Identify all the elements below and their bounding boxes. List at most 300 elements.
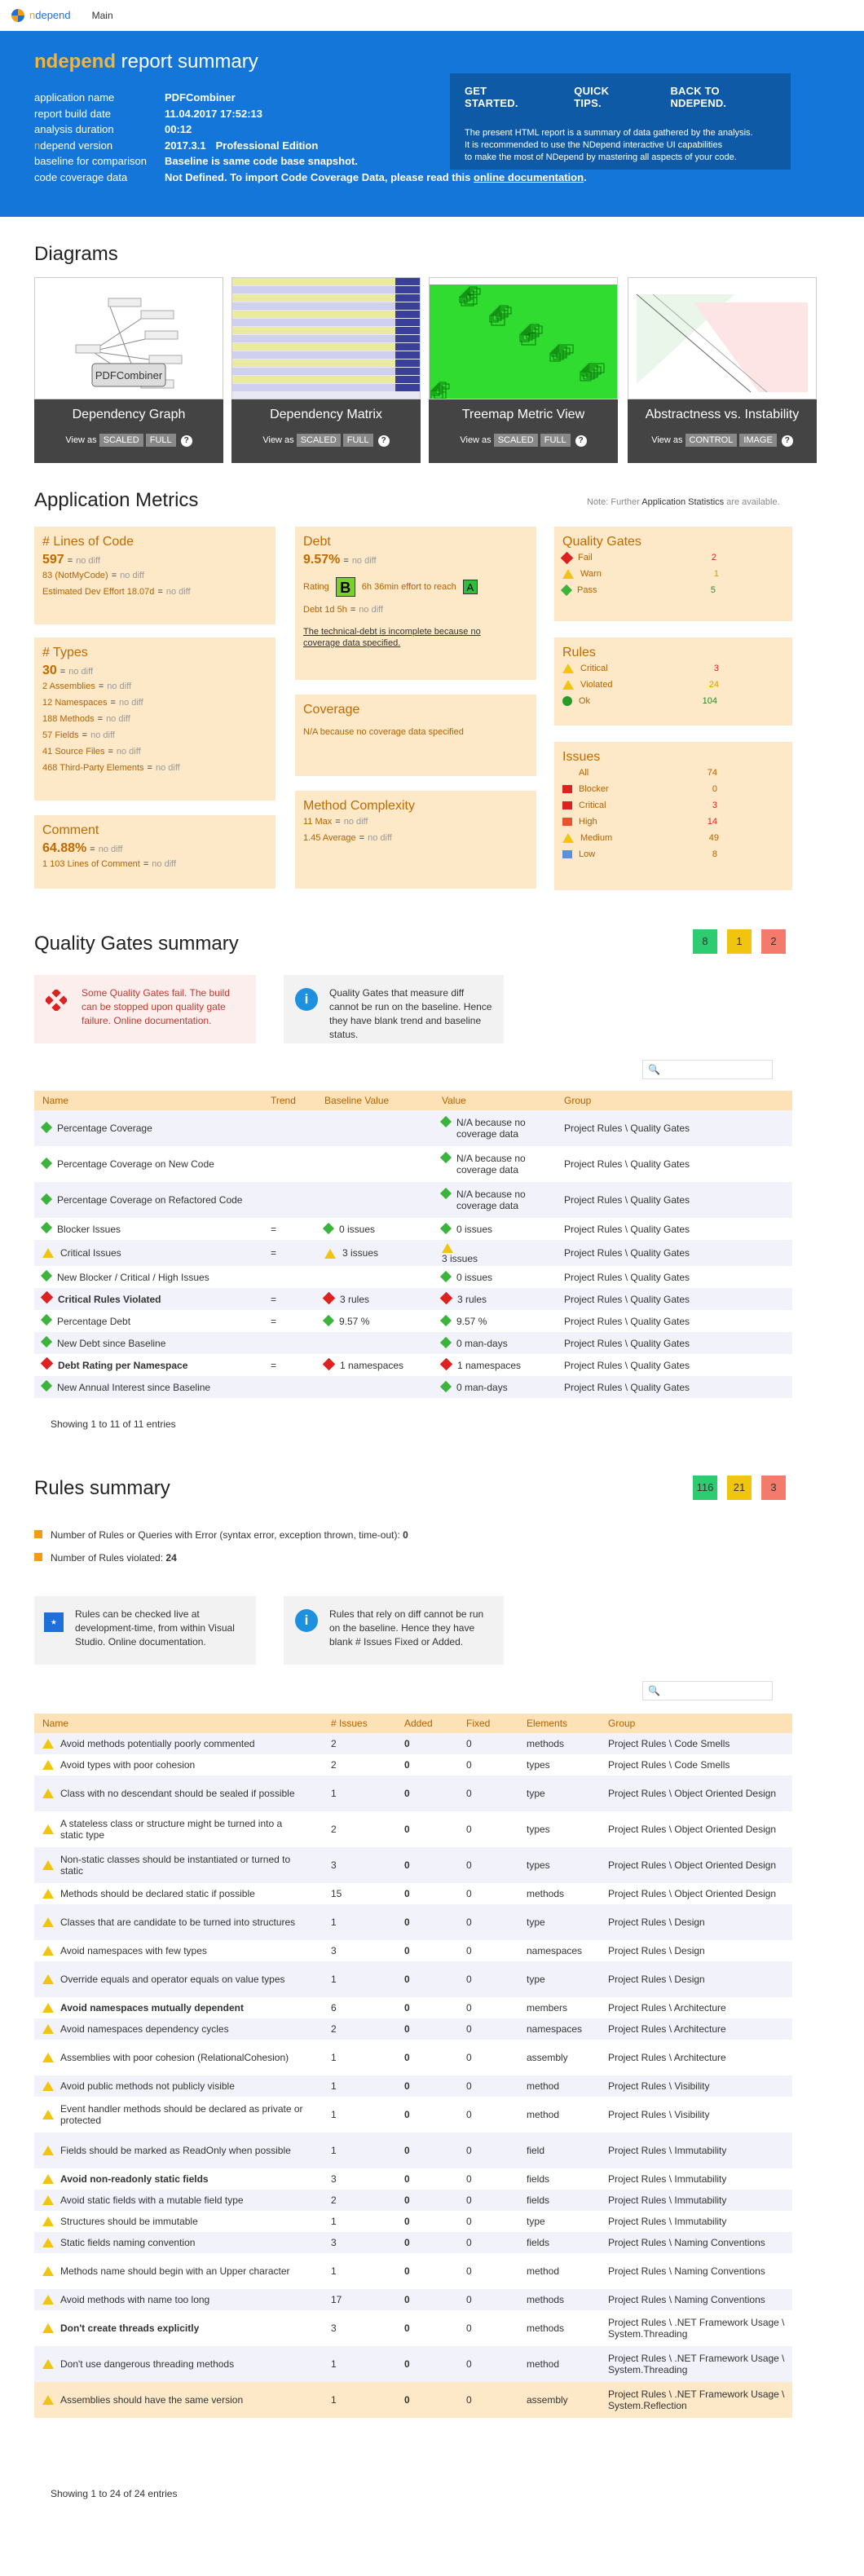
table-row[interactable] <box>34 1997 792 2018</box>
rule-issues: 2 <box>331 1824 337 1835</box>
column-header-name[interactable]: Name <box>34 1714 323 1733</box>
rules-violated-label: Number of Rules violated: <box>51 1552 166 1564</box>
rule-fixed: 0 <box>466 2002 472 2014</box>
qg-group: Project Rules \ Quality Gates <box>564 1315 690 1327</box>
table-row[interactable] <box>34 2310 792 2346</box>
warning-icon <box>42 1946 54 1956</box>
fail-icon <box>561 551 574 564</box>
rule-fixed: 0 <box>458 2018 518 2040</box>
rule-fixed: 0 <box>466 2052 472 2063</box>
rule-name[interactable]: Static fields naming convention <box>60 2237 196 2249</box>
column-header-elements[interactable]: Elements <box>518 1714 600 1733</box>
summary-row <box>562 582 784 598</box>
info-key: code coverage data <box>34 170 128 183</box>
qg-name[interactable]: Percentage Coverage on New Code <box>57 1158 214 1171</box>
table-row[interactable] <box>34 2346 792 2382</box>
critical-icon <box>562 801 572 809</box>
rule-issues: 2 <box>323 1733 396 1754</box>
qg-name-cell <box>34 1182 262 1218</box>
logo-rest: depend <box>35 9 71 21</box>
column-header-group[interactable]: Group <box>556 1091 792 1110</box>
rule-added: 0 <box>396 2075 458 2097</box>
table-row[interactable] <box>34 1288 792 1310</box>
complexity-max-label[interactable]: Max <box>315 817 333 827</box>
pass-icon <box>41 1380 52 1392</box>
rule-fixed: 0 <box>458 1904 518 1940</box>
table-row[interactable] <box>34 2382 792 2418</box>
info-value: 11.04.2017 17:52:13 <box>165 107 262 120</box>
qg-value-cell <box>434 1218 556 1240</box>
table-row[interactable] <box>34 1110 792 1146</box>
summary-row-label[interactable]: Blocker <box>579 784 609 794</box>
rule-added: 0 <box>396 1733 458 1754</box>
table-row[interactable] <box>34 1182 792 1218</box>
table-row[interactable] <box>34 1376 792 1398</box>
table-row[interactable] <box>34 2040 792 2075</box>
rule-added: 0 <box>396 1847 458 1883</box>
types-row-label[interactable]: Third-Party Elements <box>60 763 144 773</box>
column-header-group[interactable]: Group <box>600 1714 792 1733</box>
types-row-label[interactable]: Fields <box>55 730 79 740</box>
diagram-card <box>34 277 223 463</box>
table-row[interactable] <box>34 1940 792 1961</box>
rule-fixed: 0 <box>466 1945 472 1956</box>
rule-elements: assembly <box>518 2382 600 2418</box>
table-row[interactable] <box>34 1961 792 1997</box>
rule-group: Project Rules \ .NET Framework Usage \ System.Threading <box>600 2346 792 2382</box>
table-row[interactable] <box>34 1847 792 1883</box>
column-header-issues[interactable]: # Issues <box>323 1714 396 1733</box>
view-scaled-button[interactable]: SCALED <box>297 434 341 447</box>
rule-name[interactable]: Avoid namespaces dependency cycles <box>60 2023 229 2036</box>
title-text: report summary <box>116 51 258 73</box>
rule-added: 0 <box>396 1904 458 1940</box>
rule-name-cell <box>34 2190 323 2211</box>
qg-name[interactable]: Critical Rules Violated <box>58 1293 161 1305</box>
tips-line: It is recommended to use the NDepend interactive UI capabilities <box>465 140 723 150</box>
card-types: # Types 30 = no diff 2 Assemblies = no diff 12 Namespaces = no diff 188 Methods = no diff 57 Fields = no diff 41 Source Files = no diff 468 Third-Party Elements = no diff <box>34 637 276 801</box>
rule-fixed: 0 <box>458 2232 518 2253</box>
help-icon[interactable]: ? <box>575 435 587 447</box>
qg-name[interactable]: New Annual Interest since Baseline <box>57 1381 211 1393</box>
qg-trend: = <box>271 1359 277 1371</box>
diagram-card <box>429 277 618 463</box>
summary-row-value: 5 <box>710 585 716 595</box>
table-row[interactable] <box>34 2211 792 2232</box>
info-value: Baseline is same code base snapshot. <box>165 155 358 167</box>
view-full-button[interactable]: FULL <box>146 434 176 447</box>
table-row[interactable] <box>34 1883 792 1904</box>
qg-name[interactable]: New Blocker / Critical / High Issues <box>57 1271 209 1283</box>
view-scaled-button[interactable]: SCALED <box>494 434 538 447</box>
no-diff: no diff <box>90 730 115 740</box>
qg-name-cell <box>34 1266 262 1288</box>
summary-row-label[interactable]: Medium <box>580 833 613 843</box>
logo-n: n <box>29 9 36 21</box>
rule-fixed: 0 <box>458 1775 518 1811</box>
summary-row <box>562 566 784 582</box>
rule-group: Project Rules \ Architecture <box>608 2002 726 2014</box>
warning-icon <box>42 2195 54 2205</box>
view-full-button[interactable]: FULL <box>343 434 373 447</box>
qg-baseline-value: 0 issues <box>339 1223 376 1235</box>
qg-pass-badge[interactable]: 8 <box>693 929 717 954</box>
help-icon[interactable]: ? <box>181 435 192 447</box>
table-row[interactable] <box>34 2097 792 2133</box>
qg-value-cell <box>434 1310 556 1332</box>
rule-fixed: 0 <box>458 2133 518 2168</box>
loc-notmycode-label[interactable]: (NotMyCode) <box>55 571 108 580</box>
qg-table-info: Showing 1 to 11 of 11 entries <box>51 1418 176 1430</box>
summary-row-label[interactable]: Fail <box>578 553 593 562</box>
online-documentation-link[interactable]: online documentation <box>474 170 584 183</box>
warning-icon <box>42 1860 54 1870</box>
qg-trend <box>262 1182 316 1218</box>
qg-name-cell <box>34 1354 262 1376</box>
rules-critical-badge[interactable]: 3 <box>761 1475 786 1500</box>
rule-issues: 17 <box>323 2289 396 2310</box>
view-image-button[interactable]: IMAGE <box>739 434 776 447</box>
view-as-label: View as <box>651 435 683 445</box>
qg-value: N/A because no coverage data <box>456 1117 526 1140</box>
table-row[interactable] <box>34 2190 792 2211</box>
complexity-avg-label[interactable]: Average <box>322 833 356 843</box>
view-control-button[interactable]: CONTROL <box>685 434 738 447</box>
rule-name[interactable]: Don't create threads explicitly <box>60 2322 200 2335</box>
rule-fixed: 0 <box>466 2216 472 2227</box>
summary-row-value: 2 <box>711 553 716 562</box>
rule-name[interactable]: Assemblies with poor cohesion (RelationalCohesion) <box>60 2052 289 2064</box>
qg-group: Project Rules \ Quality Gates <box>556 1182 792 1218</box>
table-row[interactable] <box>34 2232 792 2253</box>
quick-tips-link[interactable]: QUICK TIPS. <box>574 85 610 109</box>
low-icon <box>562 850 572 858</box>
nav-main[interactable]: Main <box>91 9 113 21</box>
table-row[interactable] <box>34 1310 792 1332</box>
qg-trend <box>262 1146 316 1182</box>
view-scaled-button[interactable]: SCALED <box>99 434 143 447</box>
qg-name-cell <box>34 1332 262 1354</box>
qg-value-cell <box>434 1240 556 1266</box>
table-row[interactable] <box>34 1733 792 1754</box>
rules-live-message <box>34 1596 256 1665</box>
summary-row-label[interactable]: Violated <box>580 680 613 690</box>
card-method-complexity: Method Complexity 11 Max = no diff 1.45 Average = no diff <box>295 791 536 889</box>
pass-icon <box>323 1222 334 1233</box>
comment-title[interactable]: Comment <box>42 823 99 837</box>
comment-lines-label[interactable]: Lines of Comment <box>67 859 140 869</box>
help-icon[interactable]: ? <box>782 435 793 447</box>
rule-name[interactable]: Avoid methods potentially poorly commented <box>60 1738 255 1750</box>
rating-grade: B <box>336 577 355 597</box>
summary-row-label[interactable]: Critical <box>579 801 606 810</box>
loc-notmycode-value: 83 <box>42 571 53 580</box>
qg-baseline-value: 3 rules <box>340 1293 370 1305</box>
qg-summary-title: Quality Gates summary <box>34 933 239 955</box>
rule-name[interactable]: Avoid public methods not publicly visible <box>60 2080 235 2093</box>
rules-summary-title: Rules summary <box>34 1477 170 1499</box>
rule-group: Project Rules \ .NET Framework Usage \ System.Threading <box>608 2317 785 2340</box>
rule-added: 0 <box>404 2173 410 2185</box>
rule-issues: 1 <box>331 2052 337 2063</box>
table-row[interactable] <box>34 1218 792 1240</box>
pass-icon <box>561 584 572 596</box>
summary-row-value: 3 <box>713 664 719 673</box>
summary-row-label[interactable]: Warn <box>580 569 602 579</box>
fail-icon <box>440 1291 453 1304</box>
summary-row-label[interactable]: Pass <box>577 585 597 595</box>
pass-icon <box>323 1314 334 1325</box>
types-row-value: 41 <box>42 747 53 756</box>
qg-name[interactable]: Critical Issues <box>60 1247 121 1259</box>
rule-added: 0 <box>404 2002 410 2014</box>
qg-rows <box>562 549 784 598</box>
rule-group: Project Rules \ Design <box>608 1945 705 1956</box>
rule-issues: 3 <box>331 1945 337 1956</box>
rule-issues: 1 <box>323 2382 396 2418</box>
summary-row <box>562 846 784 862</box>
equal-sign: = <box>98 681 104 691</box>
rules-violated-badge[interactable]: 21 <box>727 1475 752 1500</box>
diagrams-title: Diagrams <box>34 243 118 265</box>
complexity-title[interactable]: Method Complexity <box>303 799 415 813</box>
rule-elements: method <box>527 2265 560 2277</box>
tips-line: The present HTML report is a summary of data gathered by the analysis. <box>465 128 753 138</box>
table-row[interactable] <box>34 1266 792 1288</box>
rules-diff-message <box>284 1596 504 1665</box>
pass-icon <box>440 1380 452 1392</box>
qg-fail-icon <box>46 990 67 1011</box>
diagram-title: Treemap Metric View <box>461 408 585 421</box>
rule-name[interactable]: Avoid namespaces mutually dependent <box>60 2002 244 2014</box>
qg-trend <box>262 1110 316 1146</box>
rule-added: 0 <box>404 1824 410 1835</box>
svg-text:PDFCombiner: PDFCombiner <box>95 369 163 382</box>
rule-name[interactable]: Non-static classes should be instantiated or turned to static <box>60 1854 291 1877</box>
rule-fixed: 0 <box>458 2382 518 2418</box>
column-header-name[interactable]: Name <box>34 1091 262 1110</box>
rule-issues: 1 <box>331 2216 337 2227</box>
rule-fixed: 0 <box>458 1733 518 1754</box>
table-row[interactable] <box>34 1240 792 1266</box>
rules-ok-badge[interactable]: 116 <box>693 1475 717 1500</box>
info-key: ndepend version <box>34 139 113 152</box>
loc-notmycode-diff: no diff <box>120 571 144 580</box>
rule-fixed: 0 <box>466 2265 472 2277</box>
help-icon[interactable]: ? <box>378 435 390 447</box>
types-row-value: 2 <box>42 681 48 691</box>
qg-name[interactable]: New Debt since Baseline <box>57 1337 166 1349</box>
summary-row-label[interactable]: All <box>579 768 589 778</box>
table-row[interactable] <box>34 2075 792 2097</box>
rules-error-value: 0 <box>403 1529 408 1541</box>
rule-name[interactable]: A stateless class or structure might be turned into a static type <box>60 1818 283 1841</box>
rule-name-cell <box>34 2310 323 2346</box>
column-header-value[interactable]: Value <box>434 1091 556 1110</box>
types-row-label[interactable]: Assemblies <box>49 681 95 691</box>
rule-name[interactable]: Fields should be marked as ReadOnly when possible <box>60 2145 291 2157</box>
types-row-label[interactable]: Methods <box>60 714 95 724</box>
qg-name[interactable]: Percentage Debt <box>57 1315 131 1327</box>
diagram-caption <box>429 399 618 463</box>
column-header-added[interactable]: Added <box>396 1714 458 1733</box>
table-row[interactable] <box>34 2253 792 2289</box>
qg-group: Project Rules \ Quality Gates <box>564 1271 690 1283</box>
warning-icon <box>42 1248 54 1258</box>
rule-added: 0 <box>396 2232 458 2253</box>
rule-fixed: 0 <box>458 2190 518 2211</box>
types-row-label[interactable]: Namespaces <box>55 698 108 708</box>
table-row[interactable] <box>34 1332 792 1354</box>
table-row[interactable] <box>34 2018 792 2040</box>
rule-name-cell <box>34 2253 323 2289</box>
diagram-thumbnail[interactable] <box>429 277 618 399</box>
types-title[interactable]: # Types <box>42 646 88 659</box>
qg-trend: = <box>262 1288 316 1310</box>
rule-group: Project Rules \ Architecture <box>600 2018 792 2040</box>
rule-name[interactable]: Override equals and operator equals on value types <box>60 1974 285 1986</box>
get-started-link[interactable]: GET STARTED. <box>465 85 518 109</box>
types-row-label[interactable]: Source Files <box>55 747 105 756</box>
rule-issues: 1 <box>323 1961 396 1997</box>
rule-elements: namespaces <box>527 1945 583 1956</box>
rule-group: Project Rules \ Design <box>600 1961 792 1997</box>
rules-card-title[interactable]: Rules <box>562 646 596 659</box>
warning-icon <box>42 1889 54 1899</box>
table-row[interactable] <box>34 1775 792 1811</box>
rule-name[interactable]: Classes that are candidate to be turned into structures <box>60 1917 296 1929</box>
diagram-title: Dependency Matrix <box>270 408 382 421</box>
rule-name[interactable]: Avoid methods with name too long <box>60 2294 210 2306</box>
table-row[interactable] <box>34 1354 792 1376</box>
rule-name[interactable]: Avoid namespaces with few types <box>60 1945 207 1957</box>
view-full-button[interactable]: FULL <box>540 434 571 447</box>
qg-trend <box>262 1376 316 1398</box>
table-row[interactable] <box>34 2133 792 2168</box>
rule-added: 0 <box>404 1759 410 1771</box>
table-row[interactable] <box>34 1904 792 1940</box>
tips-links <box>465 85 776 109</box>
ndepend-logo[interactable] <box>11 9 71 22</box>
summary-row <box>562 677 784 693</box>
qg-name[interactable]: Percentage Coverage <box>57 1123 152 1135</box>
qg-search-input[interactable] <box>642 1060 773 1079</box>
qg-trend <box>262 1266 316 1288</box>
table-row[interactable] <box>34 1754 792 1775</box>
rules-search-input[interactable] <box>642 1681 773 1700</box>
rule-name[interactable]: Avoid non-readonly static fields <box>60 2173 209 2186</box>
issues-card-title[interactable]: Issues <box>562 750 601 764</box>
rule-added: 0 <box>404 1888 410 1899</box>
qg-baseline-cell <box>316 1218 434 1240</box>
rule-name[interactable]: Methods name should begin with an Upper character <box>60 2265 290 2278</box>
column-header-trend[interactable]: Trend <box>262 1091 316 1110</box>
ndepend-logo-icon <box>11 9 24 22</box>
rule-name[interactable]: Avoid static fields with a mutable field type <box>60 2194 244 2207</box>
qg-name[interactable]: Debt Rating per Namespace <box>58 1359 188 1371</box>
no-diff: no diff <box>107 681 132 691</box>
diagram-caption <box>628 399 817 463</box>
qg-card-title[interactable]: Quality Gates <box>562 535 641 549</box>
qg-warn-badge[interactable]: 1 <box>727 929 752 954</box>
types-row-value: 468 <box>42 763 58 773</box>
rule-added: 0 <box>396 2018 458 2040</box>
app-statistics-link[interactable]: Application Statistics <box>641 497 725 507</box>
qg-name[interactable]: Percentage Coverage on Refactored Code <box>57 1194 243 1206</box>
summary-row-label[interactable]: Critical <box>580 664 608 673</box>
search-icon: 🔍 <box>648 1685 660 1696</box>
summary-row-value: 8 <box>712 849 717 859</box>
rating-target-grade: A <box>463 580 478 594</box>
coverage-title[interactable]: Coverage <box>303 703 360 717</box>
rule-group: Project Rules \ Object Oriented Design <box>608 1888 777 1899</box>
table-row[interactable] <box>34 2168 792 2190</box>
rule-name[interactable]: Methods should be declared static if possible <box>60 1888 255 1900</box>
info-key: analysis duration <box>34 123 114 135</box>
summary-row-label[interactable]: Low <box>579 849 596 859</box>
rule-added: 0 <box>404 2216 410 2227</box>
rule-elements: types <box>518 1847 600 1883</box>
equal-sign: = <box>110 698 116 708</box>
rule-elements: types <box>527 1759 550 1771</box>
equal-sign: = <box>147 763 152 773</box>
diagram-thumbnail[interactable] <box>628 277 817 399</box>
rule-name[interactable]: Assemblies should have the same version <box>60 2394 244 2406</box>
summary-row-label[interactable]: High <box>579 817 597 827</box>
loc-title[interactable]: # Lines of Code <box>42 535 134 549</box>
pass-icon <box>440 1222 452 1233</box>
qg-value: N/A because no coverage data <box>456 1153 526 1176</box>
qg-value-cell <box>434 1182 556 1218</box>
rule-added: 0 <box>396 2133 458 2168</box>
qg-fail-badge[interactable]: 2 <box>761 929 786 954</box>
debt-amount-label: Debt <box>303 605 323 615</box>
rule-name[interactable]: Don't use dangerous threading methods <box>60 2358 235 2371</box>
table-row[interactable] <box>34 1146 792 1182</box>
column-header-fixed[interactable]: Fixed <box>458 1714 518 1733</box>
back-to-ndepend-link[interactable]: BACK TO NDEPEND. <box>670 85 727 109</box>
rule-name-cell <box>34 2211 323 2232</box>
rule-elements: fields <box>527 2173 550 2185</box>
rule-name[interactable]: Class with no descendant should be sealed if possible <box>60 1788 295 1800</box>
card-debt: Debt 9.57% = no diff Rating B 6h 36min effort to reach A Debt 1d 5h = no diff The technical-debt is incomplete because no coverage data specified. <box>295 527 536 680</box>
debt-title[interactable]: Debt <box>303 535 331 549</box>
diagram-thumbnail[interactable] <box>34 277 223 399</box>
rule-fixed: 0 <box>466 2173 472 2185</box>
rule-name[interactable]: Event handler methods should be declared as private or protected <box>60 2103 303 2126</box>
qg-value-cell <box>434 1110 556 1146</box>
qg-trend <box>262 1332 316 1354</box>
equal-sign: = <box>97 714 104 724</box>
complexity-avg-diff: no diff <box>368 833 392 843</box>
pass-icon <box>440 1314 452 1325</box>
summary-row-label[interactable]: Ok <box>579 696 591 706</box>
table-row[interactable] <box>34 2289 792 2310</box>
column-header-baseline-value[interactable]: Baseline Value <box>316 1091 434 1110</box>
rule-name-cell <box>34 2289 323 2310</box>
rule-name[interactable]: Avoid types with poor cohesion <box>60 1759 196 1771</box>
rule-name[interactable]: Structures should be immutable <box>60 2216 198 2228</box>
debt-amount-value: 1d 5h <box>324 605 347 615</box>
diagram-thumbnail[interactable] <box>231 277 421 399</box>
comment-lines-value: 1 103 <box>42 859 65 869</box>
qg-name[interactable]: Blocker Issues <box>57 1223 121 1235</box>
warning-icon <box>42 2238 54 2247</box>
pass-icon <box>41 1336 52 1348</box>
debt-incomplete-link[interactable]: The technical-debt is incomplete because no coverage data specified. <box>303 627 481 648</box>
table-row[interactable] <box>34 1811 792 1847</box>
rule-name-cell <box>34 1961 323 1997</box>
